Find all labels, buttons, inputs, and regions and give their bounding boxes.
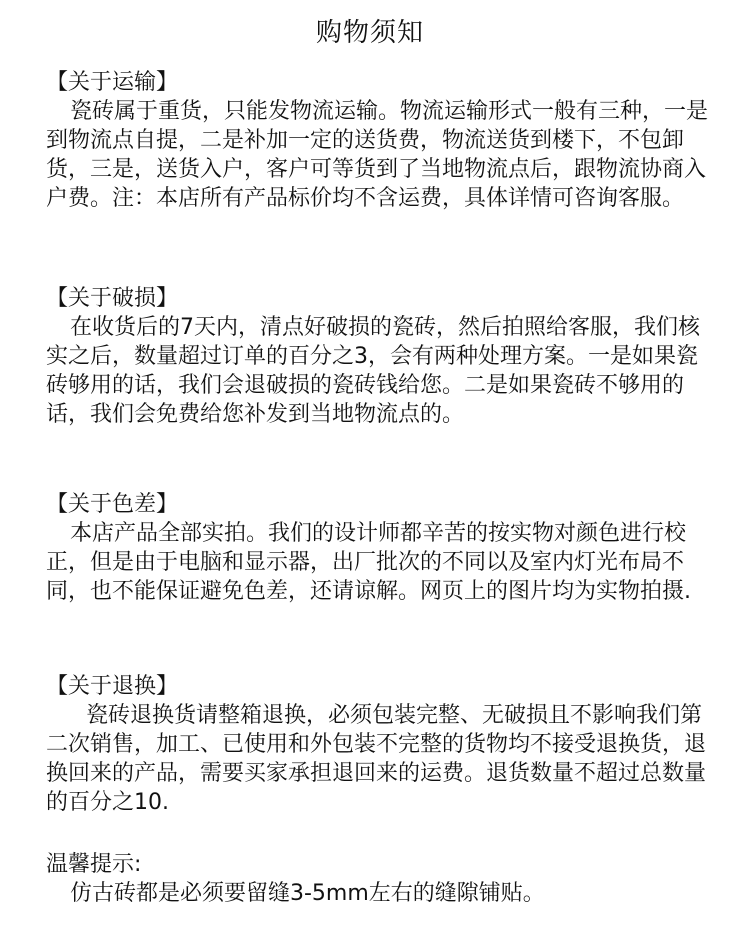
tip-heading: 温馨提示:	[46, 852, 142, 877]
section-body-returns: 瓷砖退换货请整箱退换，必须包装完整、无破损且不影响我们第二次销售，加工、已使用和外包装不完整的货物均不接受退换货，退换回来的产品，需要买家承担退回来的运费。退货数量不超过总数量的百分之10.	[46, 703, 707, 815]
section-heading-damage: 【关于破损】	[46, 286, 179, 311]
section-body-color-difference: 本店产品全部实拍。我们的设计师都辛苦的按实物对颜色进行校正，但是由于电脑和显示器，出厂批次的不同以及室内灯光布局不同，也不能保证避免色差，还请谅解。网页上的图片均为实物拍摄.	[46, 521, 691, 604]
section-heading-returns: 【关于退换】	[46, 674, 179, 699]
tip-body: 仿古砖都是必须要留缝3-5mm左右的缝隙铺贴。	[70, 881, 545, 906]
section-heading-shipping: 【关于运输】	[46, 70, 179, 95]
section-color-difference	[46, 490, 716, 606]
section-body-shipping: 瓷砖属于重货，只能发物流运输。物流运输形式一般有三种，一是到物流点自提，二是补加一定的送货费，物流送货到楼下，不包卸货，三是，送货入户，客户可等货到了当地物流点后，跟物流协商入户费。注：本店所有产品标价均不含运费，具体详情可咨询客服。	[46, 99, 709, 211]
section-shipping	[46, 68, 716, 213]
section-returns	[46, 672, 716, 817]
section-body-damage: 在收货后的7天内，清点好破损的瓷砖，然后拍照给客服，我们核实之后，数量超过订单的百分之3，会有两种处理方案。一是如果瓷砖够用的话，我们会退破损的瓷砖钱给您。二是如果瓷砖不够用的话，我们会免费给您补发到当地物流点的。	[46, 315, 700, 427]
section-tip	[46, 850, 716, 908]
section-heading-color-difference: 【关于色差】	[46, 492, 179, 517]
page-title: 购物须知	[315, 18, 424, 48]
section-damage	[46, 284, 716, 429]
